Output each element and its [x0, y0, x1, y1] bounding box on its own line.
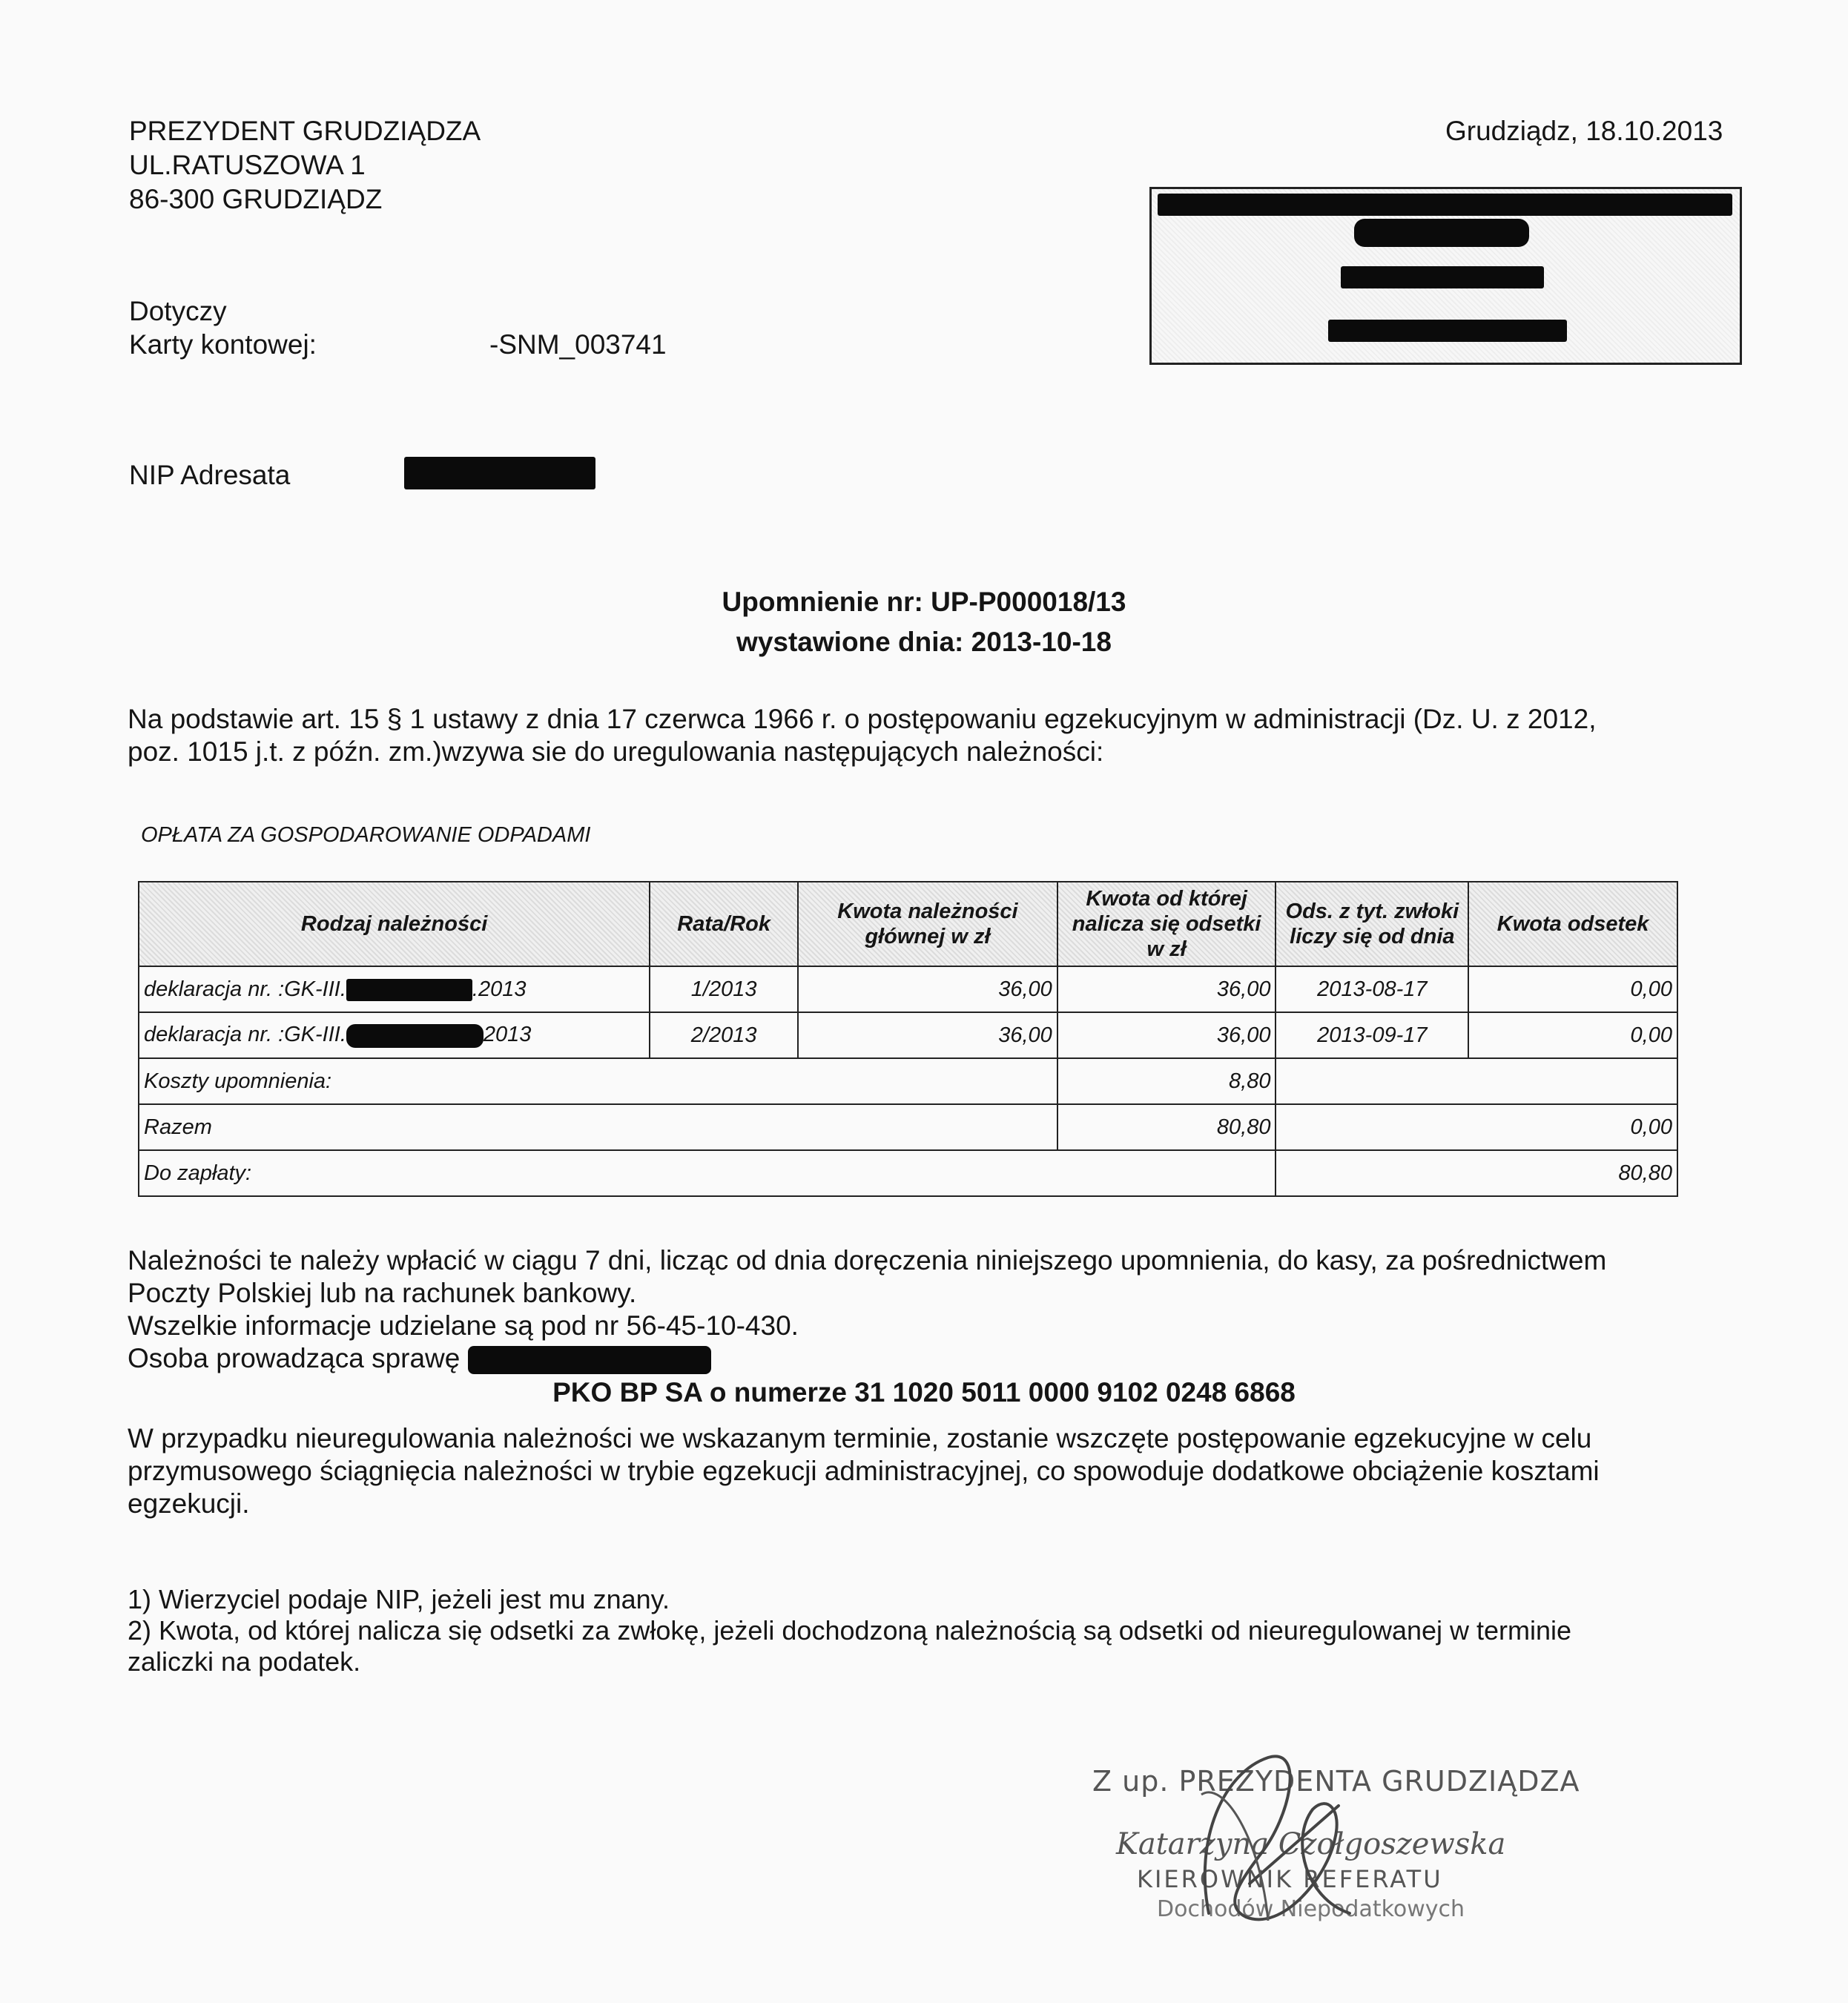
- total-interest: 0,00: [1276, 1104, 1677, 1150]
- case-officer-label: Osoba prowadząca sprawę: [128, 1343, 461, 1373]
- item-description: [139, 966, 650, 1012]
- footnote-2-cont: zaliczki na podatek.: [128, 1646, 361, 1677]
- account-number: -SNM_003741: [489, 329, 667, 360]
- warning-line: przymusowego ściągnięcia należności w trybie egzekucji administracyjnej, co spowoduje dodatkowe obciążenie kosztami: [128, 1456, 1600, 1486]
- interest-start-date: 2013-09-17: [1276, 1012, 1468, 1058]
- nip-label: NIP Adresata: [129, 460, 291, 490]
- receivables-table: [138, 881, 1678, 1197]
- payment-line: Wszelkie informacje udzielane są pod nr 56-45-10-430.: [128, 1310, 799, 1341]
- stamp-name: Katarzyna Czołgoszewska: [1116, 1827, 1506, 1861]
- warning-line: W przypadku nieuregulowania należności we wskazanym terminie, zostanie wszczęte postępowanie egzekucyjne w celu: [128, 1423, 1592, 1453]
- costs-label: Koszty upomnienia:: [139, 1058, 1057, 1104]
- place-date: Grudziądz, 18.10.2013: [1445, 116, 1723, 146]
- addressee-box: [1149, 187, 1742, 365]
- issue-date: wystawione dnia: 2013-10-18: [736, 627, 1112, 657]
- table-header-row: [139, 882, 1677, 966]
- footnotes: [128, 1584, 1571, 1677]
- col-header: Ods. z tyt. zwłoki liczy się od dnia: [1276, 882, 1468, 966]
- declaration-suffix: 2013: [483, 1023, 532, 1047]
- declaration-prefix: deklaracja nr. :GK-III.: [144, 977, 346, 1001]
- footnote-1: 1) Wierzyciel podaje NIP, jeżeli jest mu znany.: [128, 1584, 670, 1614]
- footnote-2: 2) Kwota, od której nalicza się odsetki za zwłokę, jeżeli dochodzoną należnością są odsetki od nieuregulowanej w terminie: [128, 1615, 1572, 1646]
- total-value: 80,80: [1057, 1104, 1276, 1150]
- installment: 2/2013: [650, 1012, 798, 1058]
- payment-line: Poczty Polskiej lub na rachunek bankowy.: [128, 1278, 637, 1308]
- interest-amount: 0,00: [1468, 1012, 1677, 1058]
- stamp-role: KIEROWNIK REFERATU: [1137, 1865, 1443, 1893]
- col-header: Kwota odsetek: [1468, 882, 1677, 966]
- regarding-label: Dotyczy: [129, 296, 227, 326]
- col-header: Rodzaj należności: [139, 882, 650, 966]
- amount-due-row: [139, 1150, 1677, 1196]
- interest-base-amount: 36,00: [1057, 966, 1276, 1012]
- amount-due-label: Do zapłaty:: [139, 1150, 1276, 1196]
- principal-amount: 36,00: [798, 966, 1057, 1012]
- stamp-authorization: Z up. PREZYDENTA GRUDZIĄDZA: [1092, 1765, 1580, 1798]
- total-row: [139, 1104, 1677, 1150]
- costs-row: [139, 1058, 1677, 1104]
- intro-line: poz. 1015 j.t. z późn. zm.)wzywa sie do uregulowania następujących należności:: [128, 736, 1104, 767]
- section-label: OPŁATA ZA GOSPODAROWANIE ODPADAMI: [141, 823, 591, 847]
- bank-account: PKO BP SA o numerze 31 1020 5011 0000 9102 0248 6868: [552, 1377, 1296, 1408]
- costs-value: 8,80: [1057, 1058, 1276, 1104]
- redaction-bar: [346, 979, 472, 1001]
- account-card-label: Karty kontowej:: [129, 329, 317, 360]
- redaction-bar: [1158, 194, 1732, 216]
- sender-name: PREZYDENT GRUDZIĄDZA: [129, 116, 481, 146]
- payment-paragraph: [128, 1244, 1606, 1375]
- redaction-bar: [1354, 219, 1529, 247]
- warning-paragraph: [128, 1422, 1600, 1520]
- interest-amount: 0,00: [1468, 966, 1677, 1012]
- col-header: Kwota należności głównej w zł: [798, 882, 1057, 966]
- handwritten-signature: [1179, 1728, 1416, 1950]
- installment: 1/2013: [650, 966, 798, 1012]
- case-officer-redaction: [468, 1346, 711, 1374]
- table-row: [139, 1012, 1677, 1058]
- item-description: [139, 1012, 650, 1058]
- redaction-bar: [1328, 320, 1567, 342]
- redaction-bar: [346, 1024, 484, 1048]
- case-officer-line: [128, 1342, 1606, 1375]
- col-header: Kwota od której nalicza się odsetki w zł: [1057, 882, 1276, 966]
- warning-line: egzekucji.: [128, 1488, 250, 1519]
- intro-line: Na podstawie art. 15 § 1 ustawy z dnia 17 czerwca 1966 r. o postępowaniu egzekucyjnym w administracji (Dz. U. z 2012,: [128, 704, 1597, 734]
- intro-paragraph: [128, 703, 1596, 768]
- sender-address: [129, 114, 481, 217]
- sender-street: UL.RATUSZOWA 1: [129, 150, 366, 180]
- document-title: Upomnienie nr: UP-P000018/13: [722, 587, 1126, 617]
- declaration-prefix: deklaracja nr. :GK-III.: [144, 1023, 346, 1047]
- declaration-suffix: .2013: [472, 977, 527, 1001]
- total-label: Razem: [139, 1104, 1057, 1150]
- col-header: Rata/Rok: [650, 882, 798, 966]
- sender-city: 86-300 GRUDZIĄDZ: [129, 184, 383, 214]
- interest-base-amount: 36,00: [1057, 1012, 1276, 1058]
- payment-line: Należności te należy wpłacić w ciągu 7 dni, licząc od dnia doręczenia niniejszego upomnienia, do kasy, za pośrednictwem: [128, 1245, 1607, 1276]
- empty-cell: [1276, 1058, 1677, 1104]
- amount-due-value: 80,80: [1276, 1150, 1677, 1196]
- nip-redaction: [404, 457, 595, 489]
- interest-start-date: 2013-08-17: [1276, 966, 1468, 1012]
- redaction-bar: [1341, 266, 1544, 288]
- principal-amount: 36,00: [798, 1012, 1057, 1058]
- table-row: [139, 966, 1677, 1012]
- stamp-department: Dochodów Niepodatkowych: [1157, 1896, 1465, 1922]
